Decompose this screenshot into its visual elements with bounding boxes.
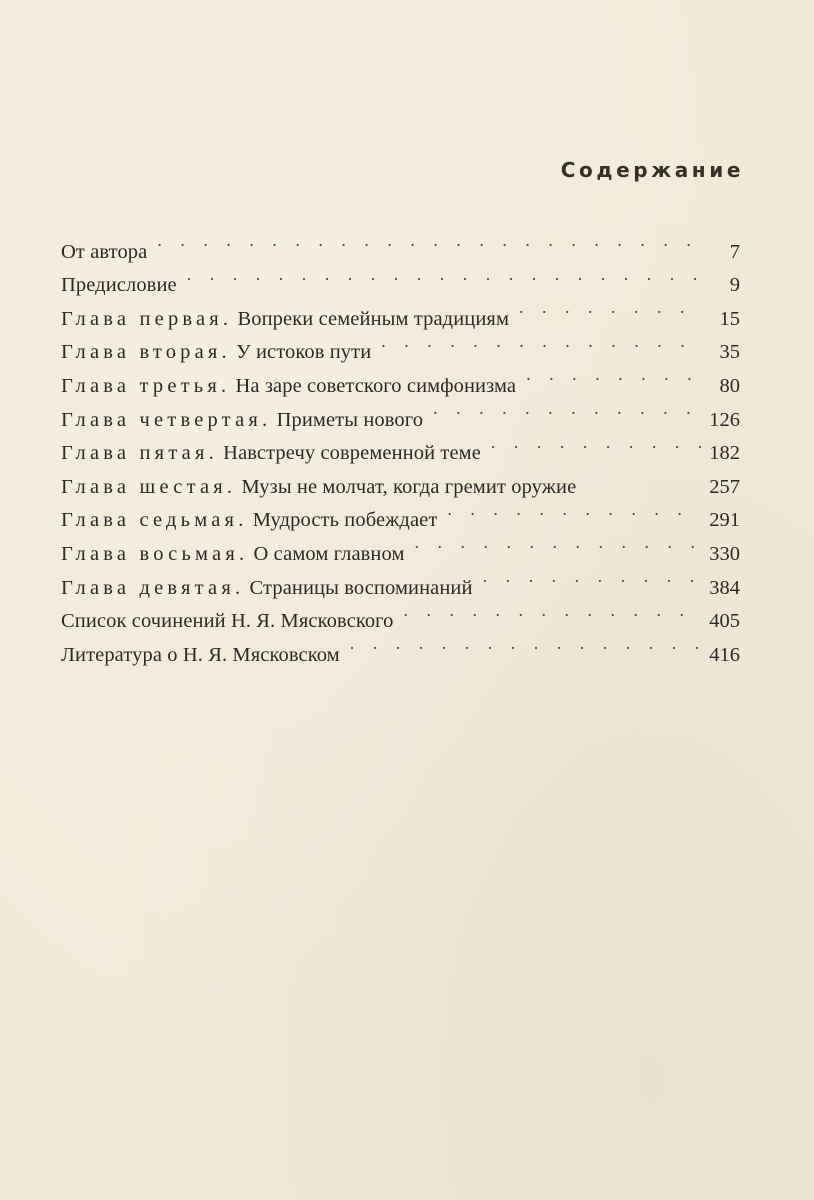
toc-entry-page: 7 bbox=[729, 240, 740, 263]
toc-entry-from-author bbox=[61, 224, 740, 263]
toc-entry-title: От автора bbox=[61, 240, 148, 263]
toc-entry-page: 15 bbox=[719, 307, 740, 330]
toc-entry-page: 182 bbox=[709, 442, 740, 465]
dot-leader bbox=[519, 291, 702, 325]
toc-entry-title: Глава восьмая. О самом главном bbox=[61, 542, 405, 565]
toc-entry-title: Предисловие bbox=[61, 274, 177, 297]
toc-entry-title: Глава шестая. Музы не молчат, когда гремит оружие bbox=[61, 475, 577, 498]
toc-entry-page: 405 bbox=[709, 610, 740, 633]
dot-leader bbox=[157, 224, 702, 258]
toc-entry-page: 9 bbox=[729, 274, 740, 297]
toc-entry-page: 35 bbox=[719, 341, 740, 364]
toc-entry-title: Глава первая. Вопреки семейным традициям bbox=[61, 307, 510, 330]
dot-leader bbox=[433, 392, 701, 426]
dot-leader bbox=[447, 493, 701, 527]
toc-entry-title: Глава девятая. Страницы воспоминаний bbox=[61, 576, 473, 599]
toc-entry-page: 80 bbox=[719, 374, 740, 397]
toc-entry-title: Глава третья. На заре советского симфонизма bbox=[61, 374, 517, 397]
toc-entry-page: 416 bbox=[709, 643, 740, 666]
toc-entry-page: 257 bbox=[709, 475, 740, 498]
toc-entry-title: Глава вторая. У истоков пути bbox=[61, 341, 372, 364]
toc-entry-page: 126 bbox=[709, 408, 740, 431]
dot-leader bbox=[526, 358, 702, 392]
toc-entry-page: 330 bbox=[709, 542, 740, 565]
toc-entry-preface bbox=[61, 258, 740, 297]
toc-entry-title: Литература о Н. Я. Мясковском bbox=[61, 643, 340, 666]
dot-leader bbox=[187, 258, 702, 292]
dot-leader bbox=[381, 325, 702, 359]
dot-leader bbox=[350, 627, 702, 661]
dot-leader bbox=[491, 426, 701, 460]
dot-leader bbox=[415, 526, 702, 560]
toc-entry-title: Глава седьмая. Мудрость побеждает bbox=[61, 509, 438, 532]
toc-entry-page: 291 bbox=[709, 509, 740, 532]
dot-leader bbox=[404, 594, 702, 628]
toc-entry-title: Глава пятая. Навстречу современной теме bbox=[61, 442, 481, 465]
toc-entry-page: 384 bbox=[709, 576, 740, 599]
toc-entry-title: Список сочинений Н. Я. Мясковского bbox=[61, 610, 394, 633]
table-of-contents bbox=[61, 224, 740, 666]
contents-heading: Содержание bbox=[560, 158, 744, 182]
toc-entry-title: Глава четвертая. Приметы нового bbox=[61, 408, 424, 431]
dot-leader bbox=[483, 560, 702, 594]
